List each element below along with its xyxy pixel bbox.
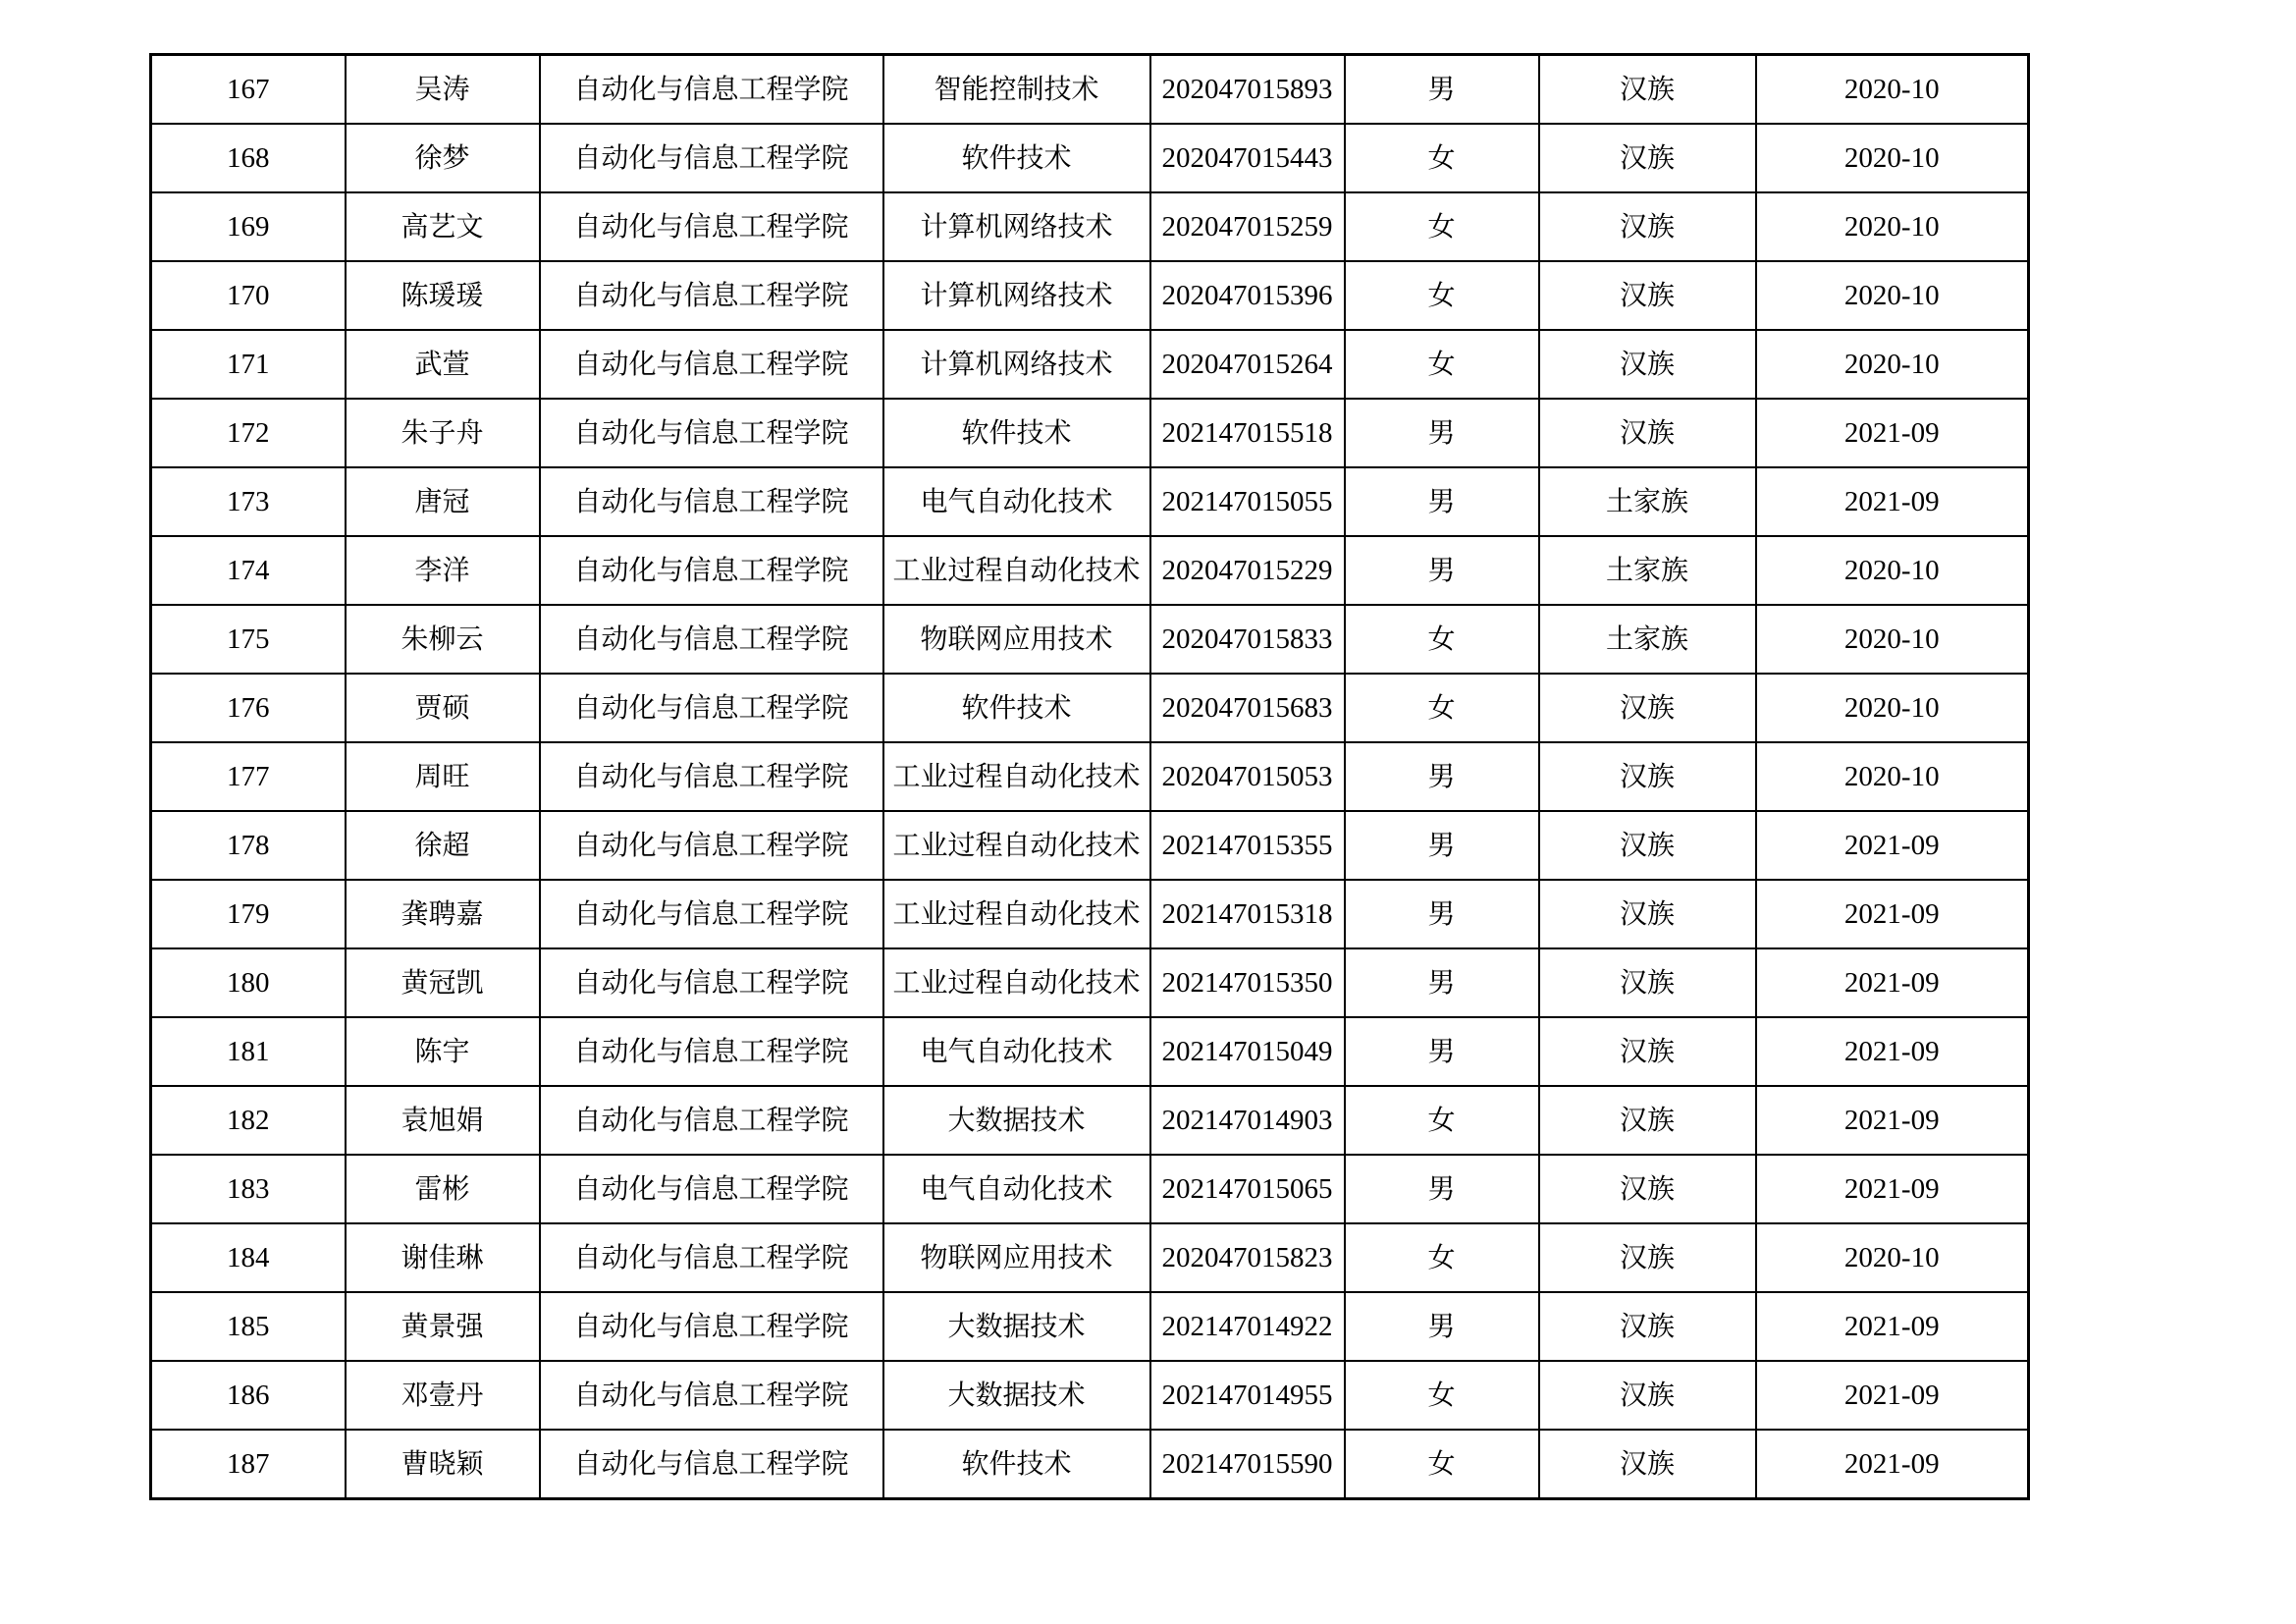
ethnicity-cell: 汉族 [1539, 948, 1756, 1017]
enrollment-date-cell: 2020-10 [1756, 742, 2029, 811]
student-id-cell: 202147014955 [1150, 1361, 1345, 1430]
table-row [151, 880, 2029, 948]
student-name-cell: 徐梦 [346, 124, 540, 192]
major-cell: 软件技术 [883, 399, 1150, 467]
gender-cell: 女 [1345, 1086, 1539, 1155]
row-index-cell: 169 [151, 192, 346, 261]
table-row [151, 1086, 2029, 1155]
major-cell: 工业过程自动化技术 [883, 811, 1150, 880]
major-cell: 电气自动化技术 [883, 1017, 1150, 1086]
table-row [151, 674, 2029, 742]
row-index-cell: 170 [151, 261, 346, 330]
table-row [151, 742, 2029, 811]
enrollment-date-cell: 2021-09 [1756, 948, 2029, 1017]
student-id-cell: 202147015318 [1150, 880, 1345, 948]
table-row [151, 948, 2029, 1017]
college-cell: 自动化与信息工程学院 [540, 261, 883, 330]
row-index-cell: 185 [151, 1292, 346, 1361]
row-index-cell: 174 [151, 536, 346, 605]
student-name-cell: 袁旭娟 [346, 1086, 540, 1155]
college-cell: 自动化与信息工程学院 [540, 948, 883, 1017]
enrollment-date-cell: 2020-10 [1756, 674, 2029, 742]
college-cell: 自动化与信息工程学院 [540, 536, 883, 605]
ethnicity-cell: 汉族 [1539, 399, 1756, 467]
enrollment-date-cell: 2020-10 [1756, 261, 2029, 330]
student-name-cell: 黄景强 [346, 1292, 540, 1361]
row-index-cell: 168 [151, 124, 346, 192]
row-index-cell: 177 [151, 742, 346, 811]
college-cell: 自动化与信息工程学院 [540, 124, 883, 192]
ethnicity-cell: 汉族 [1539, 674, 1756, 742]
ethnicity-cell: 汉族 [1539, 261, 1756, 330]
ethnicity-cell: 汉族 [1539, 1155, 1756, 1223]
student-name-cell: 黄冠凯 [346, 948, 540, 1017]
table-row [151, 261, 2029, 330]
enrollment-date-cell: 2021-09 [1756, 811, 2029, 880]
row-index-cell: 179 [151, 880, 346, 948]
major-cell: 大数据技术 [883, 1361, 1150, 1430]
student-id-cell: 202147015065 [1150, 1155, 1345, 1223]
college-cell: 自动化与信息工程学院 [540, 330, 883, 399]
enrollment-date-cell: 2020-10 [1756, 330, 2029, 399]
table-row [151, 55, 2029, 125]
major-cell: 计算机网络技术 [883, 330, 1150, 399]
row-index-cell: 175 [151, 605, 346, 674]
student-id-cell: 202147014903 [1150, 1086, 1345, 1155]
gender-cell: 男 [1345, 1155, 1539, 1223]
student-id-cell: 202047015683 [1150, 674, 1345, 742]
student-id-cell: 202147015355 [1150, 811, 1345, 880]
student-name-cell: 周旺 [346, 742, 540, 811]
gender-cell: 女 [1345, 1430, 1539, 1499]
student-name-cell: 谢佳琳 [346, 1223, 540, 1292]
ethnicity-cell: 土家族 [1539, 536, 1756, 605]
enrollment-date-cell: 2021-09 [1756, 880, 2029, 948]
gender-cell: 男 [1345, 811, 1539, 880]
student-id-cell: 202147015518 [1150, 399, 1345, 467]
student-name-cell: 唐冠 [346, 467, 540, 536]
ethnicity-cell: 汉族 [1539, 124, 1756, 192]
ethnicity-cell: 汉族 [1539, 880, 1756, 948]
enrollment-date-cell: 2020-10 [1756, 1223, 2029, 1292]
row-index-cell: 178 [151, 811, 346, 880]
college-cell: 自动化与信息工程学院 [540, 467, 883, 536]
major-cell: 电气自动化技术 [883, 467, 1150, 536]
gender-cell: 女 [1345, 330, 1539, 399]
enrollment-date-cell: 2021-09 [1756, 1155, 2029, 1223]
table-row [151, 536, 2029, 605]
row-index-cell: 167 [151, 55, 346, 125]
student-table-container [149, 53, 2030, 1500]
gender-cell: 男 [1345, 467, 1539, 536]
gender-cell: 女 [1345, 261, 1539, 330]
college-cell: 自动化与信息工程学院 [540, 55, 883, 125]
major-cell: 工业过程自动化技术 [883, 536, 1150, 605]
student-id-cell: 202147015049 [1150, 1017, 1345, 1086]
student-name-cell: 龚聘嘉 [346, 880, 540, 948]
enrollment-date-cell: 2020-10 [1756, 192, 2029, 261]
student-id-cell: 202147015590 [1150, 1430, 1345, 1499]
table-body [151, 55, 2029, 1499]
gender-cell: 男 [1345, 948, 1539, 1017]
student-name-cell: 雷彬 [346, 1155, 540, 1223]
gender-cell: 女 [1345, 1223, 1539, 1292]
enrollment-date-cell: 2021-09 [1756, 1017, 2029, 1086]
row-index-cell: 180 [151, 948, 346, 1017]
table-row [151, 1292, 2029, 1361]
gender-cell: 女 [1345, 1361, 1539, 1430]
table-row [151, 811, 2029, 880]
gender-cell: 男 [1345, 55, 1539, 125]
major-cell: 计算机网络技术 [883, 192, 1150, 261]
college-cell: 自动化与信息工程学院 [540, 1223, 883, 1292]
enrollment-date-cell: 2021-09 [1756, 1292, 2029, 1361]
major-cell: 大数据技术 [883, 1292, 1150, 1361]
ethnicity-cell: 汉族 [1539, 1086, 1756, 1155]
enrollment-date-cell: 2021-09 [1756, 1430, 2029, 1499]
ethnicity-cell: 土家族 [1539, 605, 1756, 674]
row-index-cell: 184 [151, 1223, 346, 1292]
college-cell: 自动化与信息工程学院 [540, 674, 883, 742]
student-name-cell: 徐超 [346, 811, 540, 880]
student-name-cell: 陈瑗瑗 [346, 261, 540, 330]
ethnicity-cell: 汉族 [1539, 742, 1756, 811]
ethnicity-cell: 汉族 [1539, 811, 1756, 880]
college-cell: 自动化与信息工程学院 [540, 1086, 883, 1155]
student-name-cell: 贾硕 [346, 674, 540, 742]
table-row [151, 192, 2029, 261]
major-cell: 智能控制技术 [883, 55, 1150, 125]
ethnicity-cell: 汉族 [1539, 1430, 1756, 1499]
ethnicity-cell: 汉族 [1539, 330, 1756, 399]
gender-cell: 男 [1345, 536, 1539, 605]
major-cell: 软件技术 [883, 124, 1150, 192]
table-row [151, 1017, 2029, 1086]
college-cell: 自动化与信息工程学院 [540, 1430, 883, 1499]
table-row [151, 605, 2029, 674]
student-id-cell: 202147014922 [1150, 1292, 1345, 1361]
ethnicity-cell: 汉族 [1539, 1223, 1756, 1292]
student-table [149, 53, 2030, 1500]
enrollment-date-cell: 2021-09 [1756, 467, 2029, 536]
gender-cell: 女 [1345, 674, 1539, 742]
college-cell: 自动化与信息工程学院 [540, 192, 883, 261]
college-cell: 自动化与信息工程学院 [540, 605, 883, 674]
row-index-cell: 186 [151, 1361, 346, 1430]
college-cell: 自动化与信息工程学院 [540, 742, 883, 811]
row-index-cell: 182 [151, 1086, 346, 1155]
row-index-cell: 171 [151, 330, 346, 399]
table-row [151, 330, 2029, 399]
table-row [151, 1430, 2029, 1499]
gender-cell: 男 [1345, 742, 1539, 811]
college-cell: 自动化与信息工程学院 [540, 880, 883, 948]
student-name-cell: 吴涛 [346, 55, 540, 125]
college-cell: 自动化与信息工程学院 [540, 1361, 883, 1430]
major-cell: 电气自动化技术 [883, 1155, 1150, 1223]
table-row [151, 1361, 2029, 1430]
student-id-cell: 202047015229 [1150, 536, 1345, 605]
gender-cell: 男 [1345, 1017, 1539, 1086]
major-cell: 物联网应用技术 [883, 605, 1150, 674]
table-row [151, 399, 2029, 467]
major-cell: 计算机网络技术 [883, 261, 1150, 330]
student-id-cell: 202047015396 [1150, 261, 1345, 330]
college-cell: 自动化与信息工程学院 [540, 1155, 883, 1223]
row-index-cell: 173 [151, 467, 346, 536]
row-index-cell: 172 [151, 399, 346, 467]
enrollment-date-cell: 2020-10 [1756, 605, 2029, 674]
student-name-cell: 李洋 [346, 536, 540, 605]
student-id-cell: 202047015893 [1150, 55, 1345, 125]
row-index-cell: 176 [151, 674, 346, 742]
student-name-cell: 朱子舟 [346, 399, 540, 467]
row-index-cell: 181 [151, 1017, 346, 1086]
major-cell: 软件技术 [883, 674, 1150, 742]
major-cell: 工业过程自动化技术 [883, 880, 1150, 948]
student-name-cell: 曹晓颖 [346, 1430, 540, 1499]
student-id-cell: 202047015264 [1150, 330, 1345, 399]
student-name-cell: 邓壹丹 [346, 1361, 540, 1430]
enrollment-date-cell: 2021-09 [1756, 399, 2029, 467]
student-name-cell: 陈宇 [346, 1017, 540, 1086]
enrollment-date-cell: 2021-09 [1756, 1361, 2029, 1430]
college-cell: 自动化与信息工程学院 [540, 1292, 883, 1361]
student-name-cell: 朱柳云 [346, 605, 540, 674]
ethnicity-cell: 汉族 [1539, 1361, 1756, 1430]
major-cell: 工业过程自动化技术 [883, 948, 1150, 1017]
row-index-cell: 187 [151, 1430, 346, 1499]
enrollment-date-cell: 2020-10 [1756, 55, 2029, 125]
table-row [151, 1223, 2029, 1292]
student-name-cell: 武萱 [346, 330, 540, 399]
gender-cell: 女 [1345, 605, 1539, 674]
gender-cell: 女 [1345, 192, 1539, 261]
student-id-cell: 202047015823 [1150, 1223, 1345, 1292]
student-id-cell: 202047015259 [1150, 192, 1345, 261]
table-row [151, 124, 2029, 192]
row-index-cell: 183 [151, 1155, 346, 1223]
gender-cell: 女 [1345, 124, 1539, 192]
student-id-cell: 202147015350 [1150, 948, 1345, 1017]
table-row [151, 467, 2029, 536]
student-id-cell: 202147015055 [1150, 467, 1345, 536]
table-row [151, 1155, 2029, 1223]
student-id-cell: 202047015833 [1150, 605, 1345, 674]
major-cell: 软件技术 [883, 1430, 1150, 1499]
major-cell: 物联网应用技术 [883, 1223, 1150, 1292]
student-id-cell: 202047015443 [1150, 124, 1345, 192]
ethnicity-cell: 汉族 [1539, 1017, 1756, 1086]
college-cell: 自动化与信息工程学院 [540, 399, 883, 467]
student-id-cell: 202047015053 [1150, 742, 1345, 811]
major-cell: 工业过程自动化技术 [883, 742, 1150, 811]
gender-cell: 男 [1345, 399, 1539, 467]
college-cell: 自动化与信息工程学院 [540, 811, 883, 880]
gender-cell: 男 [1345, 880, 1539, 948]
college-cell: 自动化与信息工程学院 [540, 1017, 883, 1086]
ethnicity-cell: 汉族 [1539, 192, 1756, 261]
enrollment-date-cell: 2020-10 [1756, 124, 2029, 192]
student-name-cell: 高艺文 [346, 192, 540, 261]
enrollment-date-cell: 2021-09 [1756, 1086, 2029, 1155]
enrollment-date-cell: 2020-10 [1756, 536, 2029, 605]
ethnicity-cell: 汉族 [1539, 1292, 1756, 1361]
major-cell: 大数据技术 [883, 1086, 1150, 1155]
ethnicity-cell: 汉族 [1539, 55, 1756, 125]
ethnicity-cell: 土家族 [1539, 467, 1756, 536]
gender-cell: 男 [1345, 1292, 1539, 1361]
